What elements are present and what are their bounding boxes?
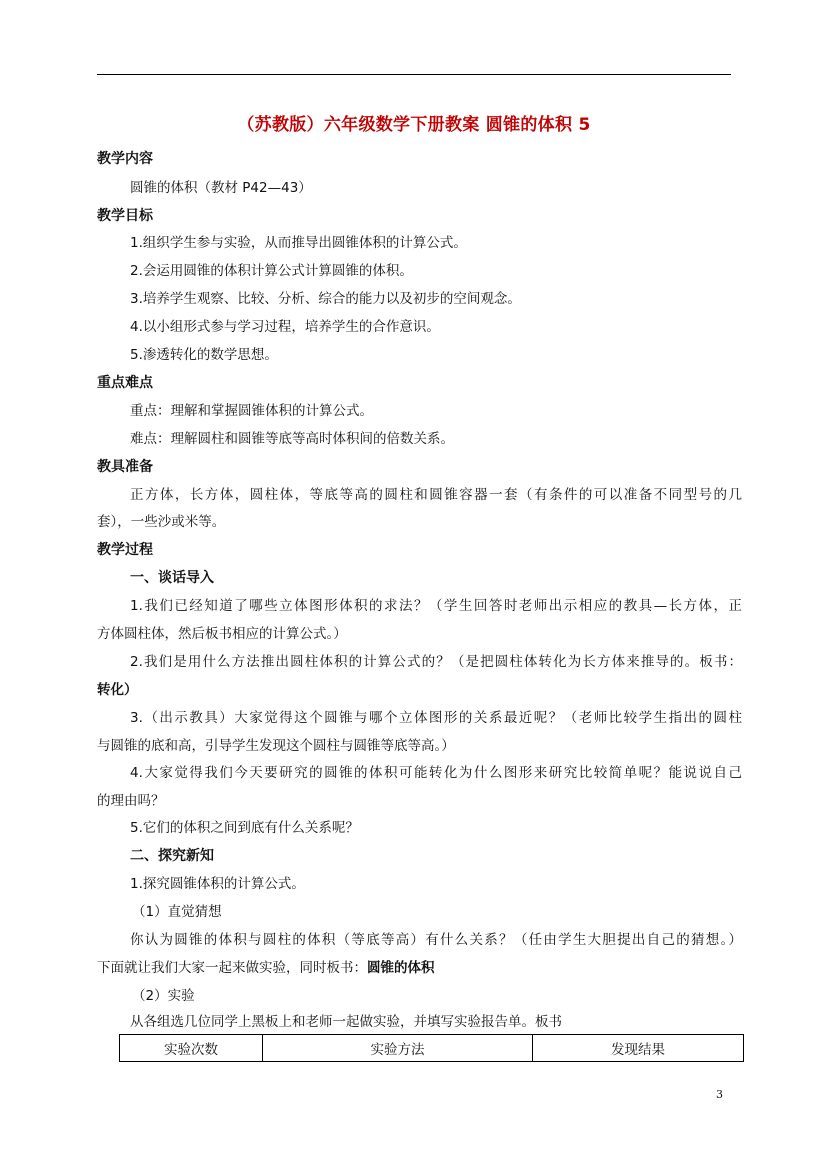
experiment-text: 从各组选几位同学上黑板上和老师一起做实验，并填写实验报告单。板书 <box>130 1014 562 1030</box>
experiment-heading: （2）实验 <box>132 988 195 1004</box>
section-heading-process: 教学过程 <box>97 542 153 558</box>
goal-item: 2.会运用圆锥的体积计算公式计算圆锥的体积。 <box>130 263 413 279</box>
board-writing: 转化） <box>97 682 138 698</box>
table-header-cell: 实验次数 <box>120 1035 263 1062</box>
explore-step: 1.探究圆锥体积的计算公式。 <box>130 876 305 892</box>
table-header-cell: 发现结果 <box>533 1035 744 1062</box>
page-number: 3 <box>716 1088 723 1101</box>
subheading-explore: 二、探究新知 <box>130 848 214 864</box>
board-writing: 圆锥的体积 <box>367 960 435 976</box>
section-heading-goals: 教学目标 <box>97 208 153 224</box>
tools-text: 套），一些沙或米等。 <box>97 514 226 530</box>
question-text: 3.（出示教具）大家觉得这个圆锥与哪个立体图形的关系最近呢？（老师比较学生指出的圆柱 <box>130 710 742 726</box>
goal-item: 1.组织学生参与实验，从而推导出圆锥体积的计算公式。 <box>130 235 467 251</box>
goal-item: 3.培养学生观察、比较、分析、综合的能力以及初步的空间观念。 <box>130 291 521 307</box>
question-text: 2.我们是用什么方法推出圆柱体积的计算公式的？（是把圆柱体转化为长方体来推导的。板书： <box>130 654 742 670</box>
question-text: 1.我们已经知道了哪些立体图形体积的求法？（学生回答时老师出示相应的教具—长方体，正 <box>130 598 742 614</box>
guess-text: 你认为圆锥的体积与圆柱的体积（等底等高）有什么关系？（任由学生大胆提出自己的猜想。） <box>130 932 742 948</box>
guess-heading: （1）直觉猜想 <box>132 904 222 920</box>
subheading-intro: 一、谈话导入 <box>130 570 214 586</box>
guess-text <box>97 958 742 978</box>
key-point: 重点：理解和掌握圆锥体积的计算公式。 <box>130 403 373 419</box>
section-heading-tools: 教具准备 <box>97 459 153 475</box>
question-text: 的理由吗？ <box>97 793 165 809</box>
guess-text-plain: 下面就让我们大家一起来做实验，同时板书： <box>97 960 367 976</box>
section-heading-key: 重点难点 <box>97 375 153 391</box>
experiment-report-table <box>119 1034 744 1062</box>
difficult-point: 难点：理解圆柱和圆锥等底等高时体积间的倍数关系。 <box>130 431 454 447</box>
question-text: 4.大家觉得我们今天要研究的圆锥的体积可能转化为什么图形来研究比较简单呢？能说说自己 <box>130 765 742 781</box>
goal-item: 5.渗透转化的数学思想。 <box>130 347 278 363</box>
question-text: 方体圆柱体，然后板书相应的计算公式。） <box>97 626 347 642</box>
question-text: 5.它们的体积之间到底有什么关系呢？ <box>130 820 359 836</box>
table-header-cell: 实验方法 <box>263 1035 533 1062</box>
content-text: 圆锥的体积（教材 P42—43） <box>130 180 312 196</box>
section-heading-content: 教学内容 <box>97 151 153 167</box>
table-header-row <box>120 1035 744 1062</box>
page-title: （苏教版）六年级数学下册教案 圆锥的体积 5 <box>237 115 591 135</box>
header-rule <box>97 74 731 75</box>
question-text: 与圆锥的底和高，引导学生发现这个圆柱与圆锥等底等高。） <box>97 738 455 754</box>
goal-item: 4.以小组形式参与学习过程，培养学生的合作意识。 <box>130 319 440 335</box>
tools-text: 正方体，长方体，圆柱体，等底等高的圆柱和圆锥容器一套（有条件的可以准备不同型号的几 <box>130 487 742 503</box>
